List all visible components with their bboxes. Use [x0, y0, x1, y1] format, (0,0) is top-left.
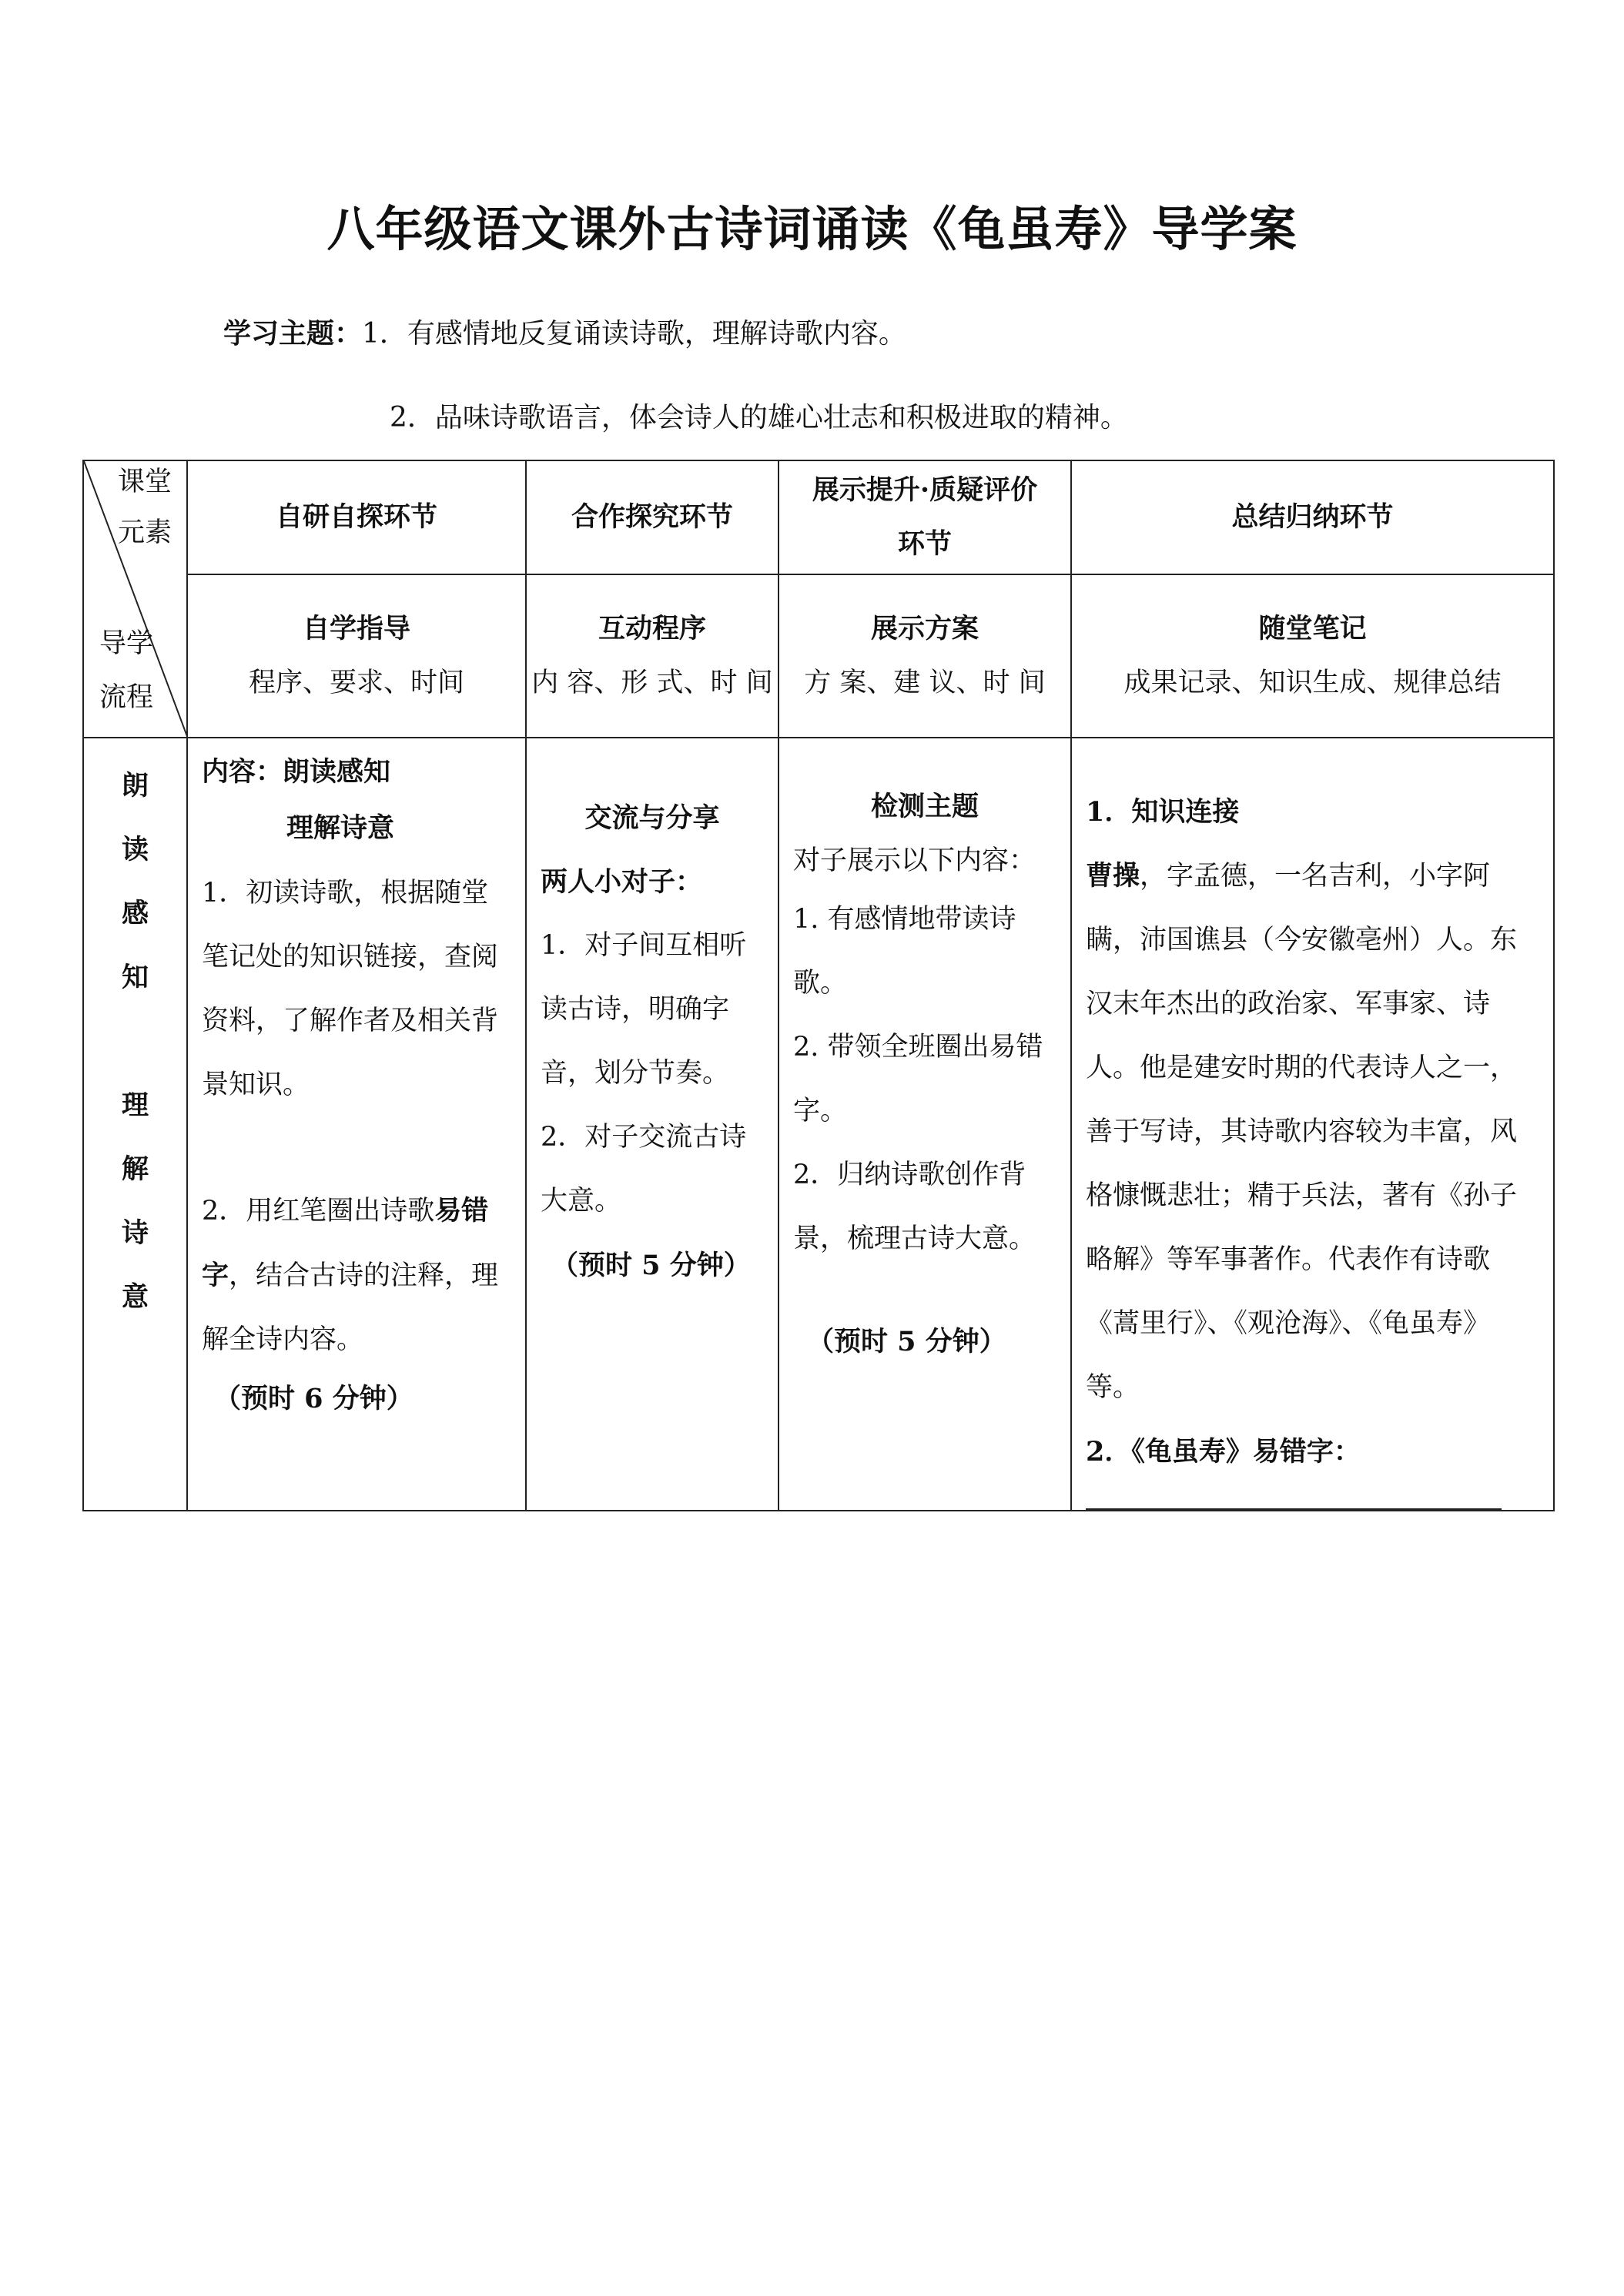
col3-heading: 检测主题	[870, 791, 979, 822]
learning-theme-1	[223, 314, 906, 353]
col1-time: （预时 6 分钟）	[214, 1383, 414, 1414]
subheader-summary: 随堂笔记 成果记录、知识生成、规律总结	[1071, 574, 1554, 738]
header-presentation: 展示提升·质疑评价 环节	[779, 460, 1071, 574]
subheader-cooperation: 互动程序 内 容、形 式、时 间	[526, 574, 779, 738]
col1-heading-1: 内容：朗读感知	[202, 756, 391, 788]
learning-theme-2: 2．品味诗歌语言，体会诗人的雄心壮志和积极进取的精神。	[390, 402, 1128, 433]
cell-presentation	[779, 738, 1071, 1511]
theme-label: 学习主题：	[223, 317, 363, 350]
col2-time: （预时 5 分钟）	[551, 1250, 751, 1281]
page-title: 八年级语文课外古诗词诵读《龟虽寿》导学案	[326, 201, 1298, 257]
col2-subheading: 两人小对子：	[541, 866, 703, 898]
col3-item-3: 2．归纳诗歌创作背景，梳理古诗大意。	[793, 1160, 1036, 1254]
corner-bottom-1: 导学	[99, 628, 154, 659]
header-self-study: 自研自探环节	[187, 460, 526, 574]
header-summary: 总结归纳环节	[1071, 460, 1554, 574]
col3-time: （预时 5 分钟）	[807, 1326, 1006, 1357]
corner-cell	[83, 460, 187, 738]
cell-cooperation	[526, 738, 779, 1511]
col2-para-1: 1．对子间互相听读古诗，明确字音，划分节奏。	[541, 930, 747, 1089]
col3-item-1: 1. 有感情地带读诗歌。	[793, 904, 1016, 999]
col1-para-1: 1．初读诗歌，根据随堂笔记处的知识链接，查阅资料，了解作者及相关背景知识。	[202, 878, 499, 1100]
col1-para-2: 2．用红笔圈出诗歌易错字，结合古诗的注释，理解全诗内容。	[202, 1195, 499, 1355]
col4-bio: 曹操，字孟德，一名吉利，小字阿瞒，沛国谯县（今安徽亳州）人。东汉末年杰出的政治家、军事家、诗人。他是建安时期的代表诗人之一，善于写诗，其诗歌内容较为丰富，风格慷慨悲壮；精于兵法，著有《孙子略解》等军事著作。代表作有诗歌《蒿里行》、《观沧海》、《龟虽寿》等。	[1086, 860, 1518, 1403]
col2-para-2: 2．对子交流古诗大意。	[541, 1122, 747, 1217]
corner-top-2: 元素	[118, 517, 172, 548]
col3-intro: 对子展示以下内容：	[793, 845, 1036, 876]
col4-heading: 1．知识连接	[1086, 796, 1240, 828]
col3-item-2: 2. 带领全班圈出易错字。	[793, 1032, 1043, 1126]
subheader-presentation: 展示方案 方 案、建 议、时 间	[779, 574, 1071, 738]
cell-summary	[1071, 738, 1554, 1511]
row-label-reading: 朗 读 感 知 理 解 诗 意	[83, 738, 187, 1511]
col1-heading-2: 理解诗意	[286, 812, 395, 844]
fill-in-blank-line	[1086, 1491, 1502, 1510]
corner-bottom-2: 流程	[99, 682, 154, 713]
cell-self-study	[187, 738, 526, 1511]
col4-item-2: 2．《龟虽寿》易错字：	[1086, 1436, 1361, 1468]
col2-heading: 交流与分享	[584, 802, 720, 834]
subheader-self-study: 自学指导 程序、要求、时间	[187, 574, 526, 738]
theme-item-1: 1．有感情地反复诵读诗歌，理解诗歌内容。	[362, 318, 906, 350]
corner-top-1: 课堂	[118, 467, 172, 497]
header-cooperation: 合作探究环节	[526, 460, 779, 574]
study-plan-table	[82, 460, 1555, 1511]
